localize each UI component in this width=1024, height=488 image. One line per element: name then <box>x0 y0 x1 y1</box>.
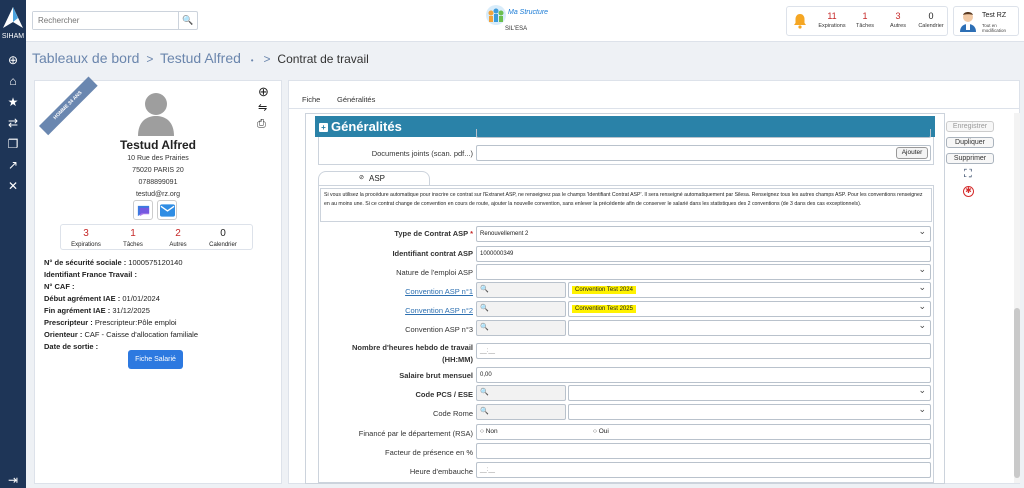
profile-email: testud@rz.org <box>135 191 181 198</box>
pcs-search[interactable] <box>476 385 566 401</box>
breadcrumb-person[interactable]: Testud Alfred <box>159 50 241 66</box>
chat-icon <box>136 203 151 218</box>
convention-2-select[interactable]: Convention Test 2025 ⌄ <box>568 301 931 317</box>
type-contrat-label: Type de Contrat ASP * <box>394 229 473 238</box>
nature-label: Nature de l'emploi ASP <box>396 268 473 277</box>
print-icon[interactable]: ⎙ <box>257 118 266 130</box>
asp-tab[interactable] <box>318 171 430 186</box>
brand-subtitle: SIL'ESA <box>505 26 528 32</box>
id-contrat-field[interactable]: 1000000349 <box>476 246 931 262</box>
expand-icon[interactable]: ⛶ <box>964 168 972 180</box>
scrollbar-thumb[interactable] <box>1014 308 1020 478</box>
user-role: Tout en modification <box>982 23 1007 33</box>
breadcrumb-dot: • <box>250 56 254 65</box>
detail-prescripteur: Prescripteur : Prescripteur:Pôle emploi <box>44 318 177 327</box>
chat-button[interactable] <box>133 200 153 220</box>
search-box[interactable] <box>32 11 198 30</box>
tab-fiche[interactable]: Fiche <box>302 95 321 104</box>
breadcrumb-separator: > <box>146 52 154 66</box>
stat-calendrier[interactable]: 0 Calendrier <box>918 11 944 29</box>
profile-address-1: 10 Rue des Prairies <box>127 155 189 162</box>
home-icon[interactable]: ⌂ <box>9 74 17 88</box>
salary-field[interactable]: 0,00 <box>476 367 931 383</box>
duplicate-button[interactable]: Dupliquer <box>946 137 994 148</box>
type-contrat-select[interactable]: Renouvellement 2 ⌄ <box>476 226 931 242</box>
brand-logo-icon <box>484 4 508 26</box>
brand-name: Ma Structure <box>508 9 549 16</box>
convention-1-link[interactable]: Convention ASP n°1 <box>405 287 473 296</box>
pcs-select[interactable] <box>568 385 931 401</box>
detail-date-sortie: Date de sortie : <box>44 342 99 351</box>
bell-icon[interactable] <box>792 13 808 29</box>
alerts-panel <box>786 6 948 36</box>
siham-logo <box>2 6 24 30</box>
rome-label: Code Rome <box>432 409 473 418</box>
switch-user-icon[interactable]: ⇋ <box>258 102 268 114</box>
docs-label: Documents joints (scan. pdf...) <box>371 149 473 158</box>
detail-orienteur: Orienteur : CAF - Caisse d'allocation familiale <box>44 330 198 339</box>
section-title: Généralités <box>331 119 402 134</box>
profile-stat-autres[interactable]: 2 Autres <box>169 228 187 248</box>
user-name: Test RZ <box>982 12 1007 19</box>
logo-label: SIHAM <box>1 33 25 40</box>
salary-label: Salaire brut mensuel <box>399 371 473 380</box>
hire-field[interactable]: __:__ <box>476 462 931 478</box>
convention-2-link[interactable]: Convention ASP n°2 <box>405 306 473 315</box>
tab-divider <box>289 108 1019 109</box>
presence-label: Facteur de présence en % <box>385 448 473 457</box>
rome-search[interactable] <box>476 404 566 420</box>
search-input[interactable] <box>33 12 179 29</box>
main-sidebar <box>0 0 26 488</box>
add-circle-icon[interactable]: ⊕ <box>7 53 19 67</box>
search-icon: 🔍 <box>480 305 489 312</box>
hours-label: Nombre d'heures hebdo de travail (HH:MM) <box>352 343 473 364</box>
convention-1-select[interactable]: Convention Test 2024 ⌄ <box>568 282 931 298</box>
detail-france-travail: Identifiant France Travail : <box>44 270 137 279</box>
ajouter-button[interactable]: Ajouter <box>896 147 928 159</box>
stat-taches[interactable]: 1 Tâches <box>855 11 875 29</box>
convention-3-search[interactable] <box>476 320 566 336</box>
breadcrumb-current: Contrat de travail <box>277 52 369 66</box>
detail-caf: N° CAF : <box>44 282 75 291</box>
search-icon: 🔍 <box>480 324 489 331</box>
hours-field[interactable]: __:__ <box>476 343 931 359</box>
user-avatar <box>958 10 978 32</box>
nature-select[interactable] <box>476 264 931 280</box>
search-icon: 🔍 <box>480 286 489 293</box>
detail-secu: N° de sécurité sociale : 1000575120140 <box>44 258 183 267</box>
documents-icon[interactable]: ❐ <box>7 137 19 151</box>
profile-name: Testud Alfred <box>119 138 196 152</box>
dept-label: Financé par le département (RSA) <box>358 429 473 438</box>
rome-select[interactable] <box>568 404 931 420</box>
close-icon[interactable]: ✱ <box>963 186 974 197</box>
email-button[interactable] <box>157 200 177 220</box>
stat-autres[interactable]: 3 Autres <box>890 11 906 29</box>
profile-stat-expirations[interactable]: 3 Expirations <box>71 228 101 248</box>
stat-expirations[interactable]: 11 Expirations <box>818 11 846 29</box>
radio-non[interactable]: ○ Non <box>480 428 498 435</box>
radio-oui[interactable]: ○ Oui <box>593 428 609 435</box>
profile-stat-calendrier[interactable]: 0 Calendrier <box>209 228 237 248</box>
register-button[interactable]: Enregistrer <box>946 121 994 132</box>
tab-generalites[interactable]: Généralités <box>337 95 376 104</box>
detail-debut-iae: Début agrément IAE : 01/01/2024 <box>44 294 160 303</box>
user-menu[interactable] <box>953 6 1019 36</box>
tools-icon[interactable]: ✕ <box>7 179 19 193</box>
convention-3-select[interactable] <box>568 320 931 336</box>
previous-field[interactable] <box>476 129 931 138</box>
search-icon[interactable]: 🔍 <box>178 12 197 29</box>
profile-ribbon: HOMME 34 ANS <box>39 77 98 136</box>
breadcrumb-root[interactable]: Tableaux de bord <box>32 50 140 66</box>
dept-radio-group <box>476 424 931 440</box>
convention-1-search[interactable] <box>476 282 566 298</box>
id-contrat-label: Identifiant contrat ASP <box>392 249 473 258</box>
hire-label: Heure d'embauche <box>409 467 473 476</box>
asp-info-text: Si vous utilisez la procédure automatique pour inscrire ce contrat sur l'Extranet ASP, ne renseignez pas le champs 'Identifiant Contrat ASP'. Il sera renseigné automatiquement par Silesa. Renseignez tous les autres champs ASP. Pour les conventions renseignez en au moins une. Si ce contrat change de convention en cours de route, ajouter la nouvelle convention, sans enlever la précédente afin de conserver le salarié dans les statistiques des 2 conventions (de 3 dans des cas exceptionnels). <box>320 188 932 222</box>
search-icon: 🔍 <box>480 408 489 415</box>
docs-field[interactable] <box>476 145 931 161</box>
email-icon <box>160 204 175 217</box>
search-icon: 🔍 <box>480 389 489 396</box>
pcs-label: Code PCS / ESE <box>415 390 473 399</box>
delete-button[interactable]: Supprimer <box>946 153 994 164</box>
detail-fin-iae: Fin agrément IAE : 31/12/2025 <box>44 306 150 315</box>
asp-tab-label: ASP <box>369 174 386 183</box>
convention-3-label: Convention ASP n°3 <box>405 325 473 334</box>
convention-2-search[interactable] <box>476 301 566 317</box>
transfer-icon[interactable]: ⇄ <box>7 116 19 130</box>
profile-avatar <box>136 88 176 136</box>
logout-icon[interactable]: ⇥ <box>7 473 19 487</box>
fiche-salarie-button[interactable]: Fiche Salarié <box>128 350 183 369</box>
add-circle-icon[interactable]: ⊕ <box>258 84 269 99</box>
star-icon[interactable]: ★ <box>7 95 19 109</box>
profile-address-2: 75020 PARIS 20 <box>132 167 184 174</box>
chart-icon[interactable]: ↗ <box>7 158 19 172</box>
profile-stat-taches[interactable]: 1 Tâches <box>123 228 143 248</box>
breadcrumb <box>32 50 369 66</box>
presence-field[interactable] <box>476 443 931 459</box>
asp-tab-icon: ⊘ <box>359 175 365 181</box>
profile-phone: 0788899091 <box>138 179 178 186</box>
section-toggle-icon[interactable]: + <box>319 123 328 132</box>
breadcrumb-separator: > <box>263 52 271 66</box>
